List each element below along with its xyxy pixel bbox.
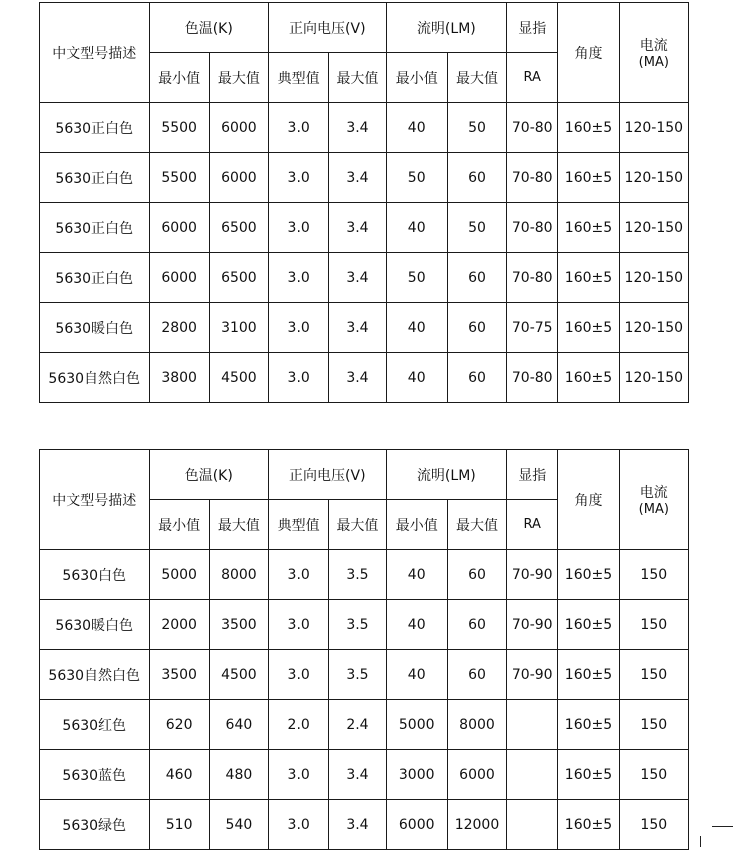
cell-voltage-max: 3.4 xyxy=(329,103,386,153)
cell-voltage-typ: 3.0 xyxy=(269,103,329,153)
header-model: 中文型号描述 xyxy=(40,3,150,103)
cell-angle: 160±5 xyxy=(558,550,619,600)
cell-angle: 160±5 xyxy=(558,153,619,203)
cell-temp-min: 5500 xyxy=(149,103,209,153)
cell-current: 150 xyxy=(619,600,688,650)
cell-voltage-typ: 3.0 xyxy=(269,550,329,600)
cell-voltage-max: 3.4 xyxy=(329,253,386,303)
header-cri: 显指 xyxy=(507,3,558,53)
cell-voltage-typ: 3.0 xyxy=(269,253,329,303)
cell-model: 5630正白色 xyxy=(40,253,150,303)
cell-voltage-typ: 3.0 xyxy=(269,303,329,353)
cell-temp-min: 5500 xyxy=(149,153,209,203)
cell-model: 5630自然白色 xyxy=(40,650,150,700)
cell-voltage-typ: 2.0 xyxy=(269,700,329,750)
cell-model: 5630暖白色 xyxy=(40,303,150,353)
cell-flux-max: 50 xyxy=(447,203,506,253)
cell-current: 150 xyxy=(619,750,688,800)
cell-model: 5630白色 xyxy=(40,550,150,600)
cell-voltage-typ: 3.0 xyxy=(269,800,329,850)
cell-current: 120-150 xyxy=(619,203,688,253)
header-cri-unit: RA xyxy=(507,53,558,103)
cell-flux-min: 40 xyxy=(386,550,447,600)
table-row xyxy=(40,103,689,153)
cell-voltage-typ: 3.0 xyxy=(269,650,329,700)
header-flux-max: 最大值 xyxy=(447,53,506,103)
cell-temp-min: 620 xyxy=(149,700,209,750)
cell-voltage-max: 2.4 xyxy=(329,700,386,750)
cell-flux-min: 3000 xyxy=(386,750,447,800)
cell-cri: 70-90 xyxy=(507,650,558,700)
cell-temp-min: 5000 xyxy=(149,550,209,600)
header-voltage-max: 最大值 xyxy=(329,500,386,550)
cell-current: 120-150 xyxy=(619,153,688,203)
header-current xyxy=(619,450,688,550)
cell-voltage-typ: 3.0 xyxy=(269,203,329,253)
cell-flux-min: 40 xyxy=(386,103,447,153)
cell-flux-max: 60 xyxy=(447,650,506,700)
cell-temp-max: 3500 xyxy=(209,600,268,650)
cell-model: 5630正白色 xyxy=(40,153,150,203)
cell-angle: 160±5 xyxy=(558,650,619,700)
cell-cri xyxy=(507,800,558,850)
header-temp-max: 最大值 xyxy=(209,53,268,103)
cell-model: 5630正白色 xyxy=(40,103,150,153)
cell-flux-max: 6000 xyxy=(447,750,506,800)
cell-flux-min: 6000 xyxy=(386,800,447,850)
cell-flux-max: 60 xyxy=(447,303,506,353)
cell-cri: 70-90 xyxy=(507,600,558,650)
cell-temp-min: 3800 xyxy=(149,353,209,403)
table-row xyxy=(40,600,689,650)
cell-voltage-max: 3.4 xyxy=(329,800,386,850)
cell-flux-max: 8000 xyxy=(447,700,506,750)
cell-cri xyxy=(507,700,558,750)
table-row xyxy=(40,700,689,750)
cell-angle: 160±5 xyxy=(558,600,619,650)
cell-flux-min: 40 xyxy=(386,600,447,650)
cell-temp-max: 4500 xyxy=(209,353,268,403)
cell-voltage-typ: 3.0 xyxy=(269,600,329,650)
cell-voltage-max: 3.5 xyxy=(329,550,386,600)
cell-voltage-typ: 3.0 xyxy=(269,153,329,203)
header-color-temp: 色温(K) xyxy=(149,450,269,500)
header-angle: 角度 xyxy=(558,3,619,103)
header-voltage-typ: 典型值 xyxy=(269,500,329,550)
cell-temp-min: 510 xyxy=(149,800,209,850)
cell-temp-max: 6500 xyxy=(209,203,268,253)
header-current-unit: (MA) xyxy=(638,55,669,70)
cell-current: 120-150 xyxy=(619,103,688,153)
cell-temp-min: 3500 xyxy=(149,650,209,700)
cell-current: 120-150 xyxy=(619,353,688,403)
header-temp-min: 最小值 xyxy=(149,53,209,103)
cell-cri: 70-90 xyxy=(507,550,558,600)
cell-flux-min: 40 xyxy=(386,203,447,253)
spec-table-1 xyxy=(39,2,689,403)
cell-flux-max: 60 xyxy=(447,550,506,600)
header-luminous-flux: 流明(LM) xyxy=(386,3,507,53)
cell-voltage-max: 3.4 xyxy=(329,203,386,253)
header-luminous-flux: 流明(LM) xyxy=(386,450,507,500)
cell-temp-max: 8000 xyxy=(209,550,268,600)
cell-angle: 160±5 xyxy=(558,303,619,353)
table-row xyxy=(40,153,689,203)
cell-flux-min: 40 xyxy=(386,650,447,700)
cell-cri: 70-80 xyxy=(507,253,558,303)
cell-cri: 70-80 xyxy=(507,103,558,153)
cell-model: 5630绿色 xyxy=(40,800,150,850)
table-row xyxy=(40,800,689,850)
header-color-temp: 色温(K) xyxy=(149,3,269,53)
cell-flux-min: 50 xyxy=(386,253,447,303)
cell-model: 5630正白色 xyxy=(40,203,150,253)
cell-angle: 160±5 xyxy=(558,353,619,403)
cell-flux-max: 60 xyxy=(447,153,506,203)
cell-cri xyxy=(507,750,558,800)
header-forward-voltage: 正向电压(V) xyxy=(269,3,387,53)
cell-voltage-max: 3.4 xyxy=(329,353,386,403)
table-row xyxy=(40,353,689,403)
table-row xyxy=(40,253,689,303)
table-row xyxy=(40,303,689,353)
header-flux-min: 最小值 xyxy=(386,500,447,550)
header-temp-max: 最大值 xyxy=(209,500,268,550)
edge-line-decoration-vertical xyxy=(700,836,701,847)
cell-model: 5630自然白色 xyxy=(40,353,150,403)
cell-current: 150 xyxy=(619,800,688,850)
cell-voltage-max: 3.5 xyxy=(329,600,386,650)
cell-temp-max: 6000 xyxy=(209,103,268,153)
cell-cri: 70-80 xyxy=(507,203,558,253)
cell-temp-min: 2800 xyxy=(149,303,209,353)
cell-cri: 70-75 xyxy=(507,303,558,353)
edge-line-decoration xyxy=(712,826,733,827)
header-row-top xyxy=(40,3,689,53)
cell-temp-max: 3100 xyxy=(209,303,268,353)
header-current-label: 电流 xyxy=(639,38,668,54)
cell-model: 5630蓝色 xyxy=(40,750,150,800)
header-angle: 角度 xyxy=(558,450,619,550)
cell-temp-max: 4500 xyxy=(209,650,268,700)
cell-temp-max: 480 xyxy=(209,750,268,800)
cell-flux-min: 40 xyxy=(386,353,447,403)
cell-angle: 160±5 xyxy=(558,103,619,153)
cell-temp-min: 460 xyxy=(149,750,209,800)
header-voltage-max: 最大值 xyxy=(329,53,386,103)
cell-flux-min: 40 xyxy=(386,303,447,353)
cell-angle: 160±5 xyxy=(558,253,619,303)
table-row xyxy=(40,650,689,700)
cell-flux-min: 5000 xyxy=(386,700,447,750)
cell-model: 5630红色 xyxy=(40,700,150,750)
header-row-top xyxy=(40,450,689,500)
cell-temp-max: 540 xyxy=(209,800,268,850)
header-forward-voltage: 正向电压(V) xyxy=(269,450,387,500)
header-flux-min: 最小值 xyxy=(386,53,447,103)
table-row xyxy=(40,750,689,800)
cell-flux-max: 50 xyxy=(447,103,506,153)
cell-angle: 160±5 xyxy=(558,700,619,750)
header-temp-min: 最小值 xyxy=(149,500,209,550)
header-current xyxy=(619,3,688,103)
header-cri-unit: RA xyxy=(507,500,558,550)
header-model: 中文型号描述 xyxy=(40,450,150,550)
cell-flux-max: 60 xyxy=(447,253,506,303)
cell-current: 150 xyxy=(619,650,688,700)
cell-voltage-typ: 3.0 xyxy=(269,353,329,403)
header-cri: 显指 xyxy=(507,450,558,500)
cell-current: 150 xyxy=(619,550,688,600)
cell-current: 120-150 xyxy=(619,253,688,303)
cell-flux-max: 60 xyxy=(447,600,506,650)
header-flux-max: 最大值 xyxy=(447,500,506,550)
cell-cri: 70-80 xyxy=(507,153,558,203)
cell-cri: 70-80 xyxy=(507,353,558,403)
cell-current: 120-150 xyxy=(619,303,688,353)
spec-table-2 xyxy=(39,449,689,850)
cell-voltage-max: 3.4 xyxy=(329,153,386,203)
cell-temp-max: 6500 xyxy=(209,253,268,303)
cell-voltage-max: 3.4 xyxy=(329,303,386,353)
header-current-unit: (MA) xyxy=(638,502,669,517)
cell-current: 150 xyxy=(619,700,688,750)
cell-flux-max: 12000 xyxy=(447,800,506,850)
cell-temp-min: 6000 xyxy=(149,203,209,253)
cell-voltage-typ: 3.0 xyxy=(269,750,329,800)
cell-voltage-max: 3.4 xyxy=(329,750,386,800)
header-voltage-typ: 典型值 xyxy=(269,53,329,103)
cell-angle: 160±5 xyxy=(558,203,619,253)
cell-flux-max: 60 xyxy=(447,353,506,403)
cell-angle: 160±5 xyxy=(558,800,619,850)
table-row xyxy=(40,550,689,600)
cell-angle: 160±5 xyxy=(558,750,619,800)
cell-temp-min: 2000 xyxy=(149,600,209,650)
cell-temp-max: 6000 xyxy=(209,153,268,203)
cell-flux-min: 50 xyxy=(386,153,447,203)
cell-voltage-max: 3.5 xyxy=(329,650,386,700)
cell-temp-max: 640 xyxy=(209,700,268,750)
table-row xyxy=(40,203,689,253)
header-current-label: 电流 xyxy=(639,485,668,501)
cell-temp-min: 6000 xyxy=(149,253,209,303)
cell-model: 5630暖白色 xyxy=(40,600,150,650)
